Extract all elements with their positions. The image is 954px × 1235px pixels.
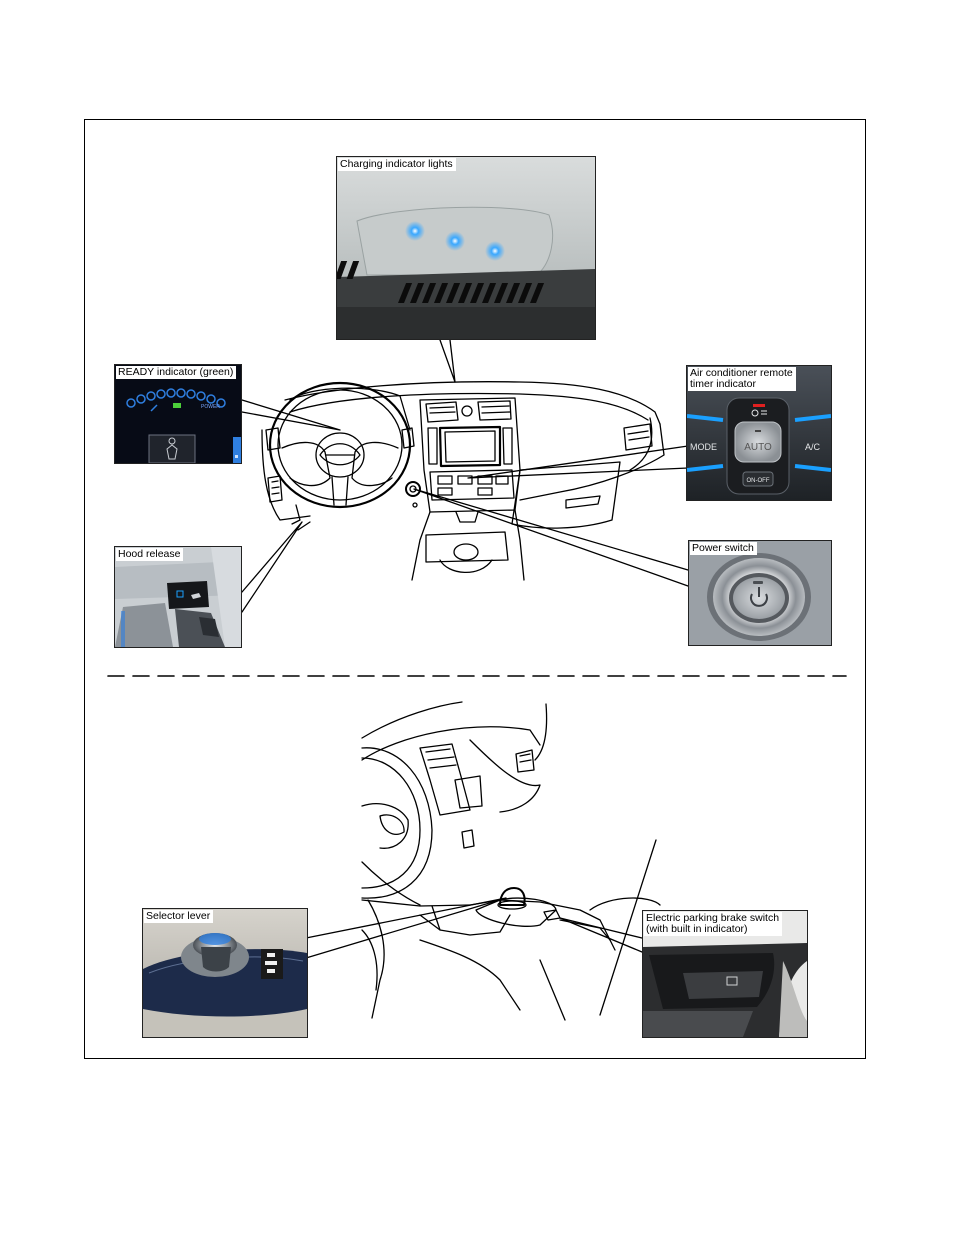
power-switch-photo — [688, 540, 832, 646]
parking-brake-photo — [642, 910, 808, 1038]
power-callout: Power switch — [690, 542, 757, 555]
auto-label: AUTO — [744, 442, 772, 453]
ac-timer-callout: Air conditioner remote timer indicator — [688, 367, 796, 391]
charging-indicator-photo — [336, 156, 596, 340]
charging-callout: Charging indicator lights — [338, 158, 456, 171]
hood-release-photo — [114, 546, 242, 648]
charging-led-1 — [405, 221, 425, 241]
console-line-art — [362, 702, 660, 1020]
selector-callout: Selector lever — [144, 910, 213, 923]
mode-label: MODE — [690, 442, 717, 452]
charging-led-3 — [485, 241, 505, 261]
dashboard-line-art — [262, 382, 664, 580]
ac-label: A/C — [805, 442, 821, 452]
meter-power-label: POWER — [201, 404, 220, 410]
ready-callout: READY indicator (green) — [116, 366, 236, 379]
ac-timer-photo — [686, 365, 832, 501]
charging-led-2 — [445, 231, 465, 251]
ready-indicator-photo — [114, 364, 242, 464]
parking-brake-callout: Electric parking brake switch (with built in indicator) — [644, 912, 782, 936]
on-off-label: ON-OFF — [746, 478, 770, 484]
selector-lever-photo — [142, 908, 308, 1038]
hood-callout: Hood release — [116, 548, 183, 561]
